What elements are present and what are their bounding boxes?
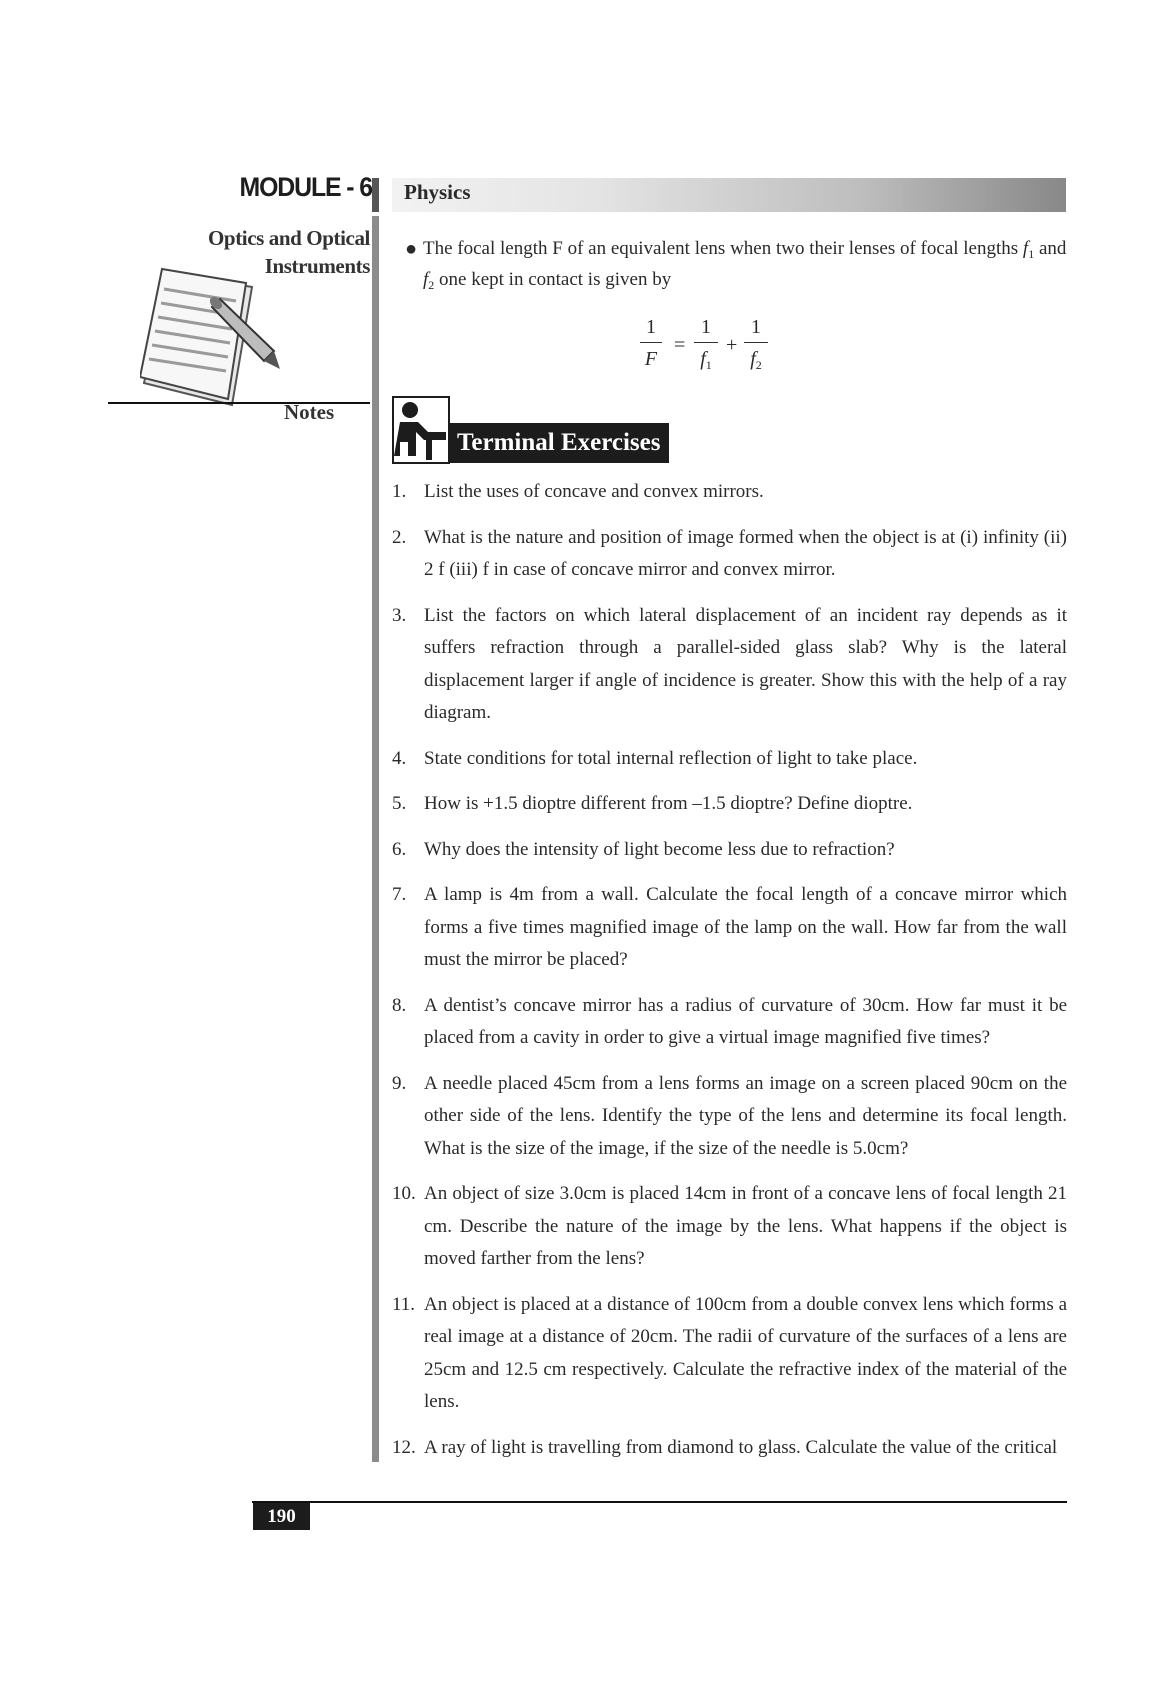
exercise-item (392, 600, 1067, 730)
bullet-icon: ● (405, 238, 418, 260)
exercise-item (392, 788, 1067, 821)
section-title: Terminal Exercises (449, 423, 669, 463)
exercise-number: 6. (392, 838, 407, 860)
exercise-text: A dentist’s concave mirror has a radius of curvature of 30cm. How far must it be placed from a cavity in order to give a virtual image magnified five times? (424, 994, 1067, 1048)
exercise-text: What is the nature and position of image formed when the object is at (i) infinity (ii) 2 f (iii) f in case of concave mirror and convex mirror. (424, 526, 1067, 580)
exercise-item (392, 1432, 1067, 1465)
exercise-item (392, 1178, 1067, 1276)
formula-frac-f1: 1 $f_1$ (694, 312, 718, 373)
exercise-text: List the factors on which lateral displacement of an incident ray depends as it suffers refraction through a parallel-sided glass slab? Why is the lateral displacement larger if angle of incidence is greater. Show this with the help of a ray diagram. (424, 604, 1067, 723)
exercise-text: A needle placed 45cm from a lens forms an image on a screen placed 90cm on the other side of the lens. Identify the type of the lens and determine its focal length. What is the size of the image, if the size of the needle is 5.0cm? (424, 1072, 1067, 1159)
formula-plus: + (726, 334, 738, 356)
exercise-item (392, 990, 1067, 1055)
exercise-list (392, 476, 1067, 1477)
subject-title: Physics (404, 180, 471, 204)
exercise-number: 4. (392, 747, 407, 769)
formula-equals: = (674, 334, 686, 356)
subject-header (392, 178, 1066, 212)
pencil-paper-icon (140, 265, 290, 415)
exercise-number: 7. (392, 884, 407, 905)
exercise-item (392, 834, 1067, 867)
exercise-number: 9. (392, 1072, 407, 1094)
exercise-text: How is +1.5 dioptre different from –1.5 dioptre? Define dioptre. (424, 793, 913, 814)
exercise-number: 1. (392, 481, 407, 502)
exercise-number: 2. (392, 526, 407, 548)
margin-rule-top (372, 178, 379, 212)
exercise-item (392, 743, 1067, 776)
exercise-text: A ray of light is travelling from diamond to glass. Calculate the value of the critical (424, 1436, 1058, 1458)
exercise-number: 11. (392, 1293, 416, 1315)
exercise-text: An object is placed at a distance of 100cm from a double convex lens which forms a real image at a distance of 20cm. The radii of curvature of the surfaces of a lens are 25cm and 12.5 cm respectively. Calculate the refractive index of the material of the lens. (424, 1293, 1067, 1412)
formula-frac-F: 1 F (640, 312, 662, 373)
exercise-number: 10. (392, 1183, 416, 1204)
bullet-text: The focal length F of an equivalent lens when two their lenses of focal lengths $f_1$ and $f_2$ one kept in contact is given by (423, 238, 1067, 292)
bullet-paragraph (405, 236, 1067, 298)
module-subject-line2: Instruments (264, 254, 370, 278)
exercise-text: State conditions for total internal reflection of light to take place. (424, 747, 918, 769)
exercise-item (392, 879, 1067, 977)
exercise-text: List the uses of concave and convex mirrors. (424, 481, 764, 502)
formula-frac-f2: 1 $f_2$ (744, 312, 768, 373)
footer-rule (252, 1501, 1067, 1503)
notes-label: Notes (284, 400, 335, 424)
exercise-text: Why does the intensity of light become less due to refraction? (424, 838, 895, 860)
exercise-text: A lamp is 4m from a wall. Calculate the focal length of a concave mirror which forms a five times magnified image of the lamp on the wall. How far from the wall must the mirror be placed? (424, 884, 1067, 970)
exercise-item (392, 522, 1067, 587)
exercise-item (392, 1289, 1067, 1419)
student-desk-icon (392, 396, 450, 464)
module-subject-line1: Optics and Optical (208, 226, 370, 250)
exercise-number: 12. (392, 1436, 416, 1458)
exercise-number: 3. (392, 604, 407, 626)
exercise-number: 5. (392, 793, 407, 814)
margin-rule (372, 216, 379, 1462)
exercise-item (392, 476, 1067, 509)
exercise-number: 8. (392, 994, 407, 1016)
module-title: MODULE - 6 (239, 172, 372, 202)
exercise-item (392, 1068, 1067, 1166)
exercise-text: An object of size 3.0cm is placed 14cm in front of a concave lens of focal length 21 cm. Describe the nature of the image by the lens. What happens if the object is moved farther from the lens? (424, 1183, 1067, 1269)
page-number: 190 (253, 1503, 310, 1530)
